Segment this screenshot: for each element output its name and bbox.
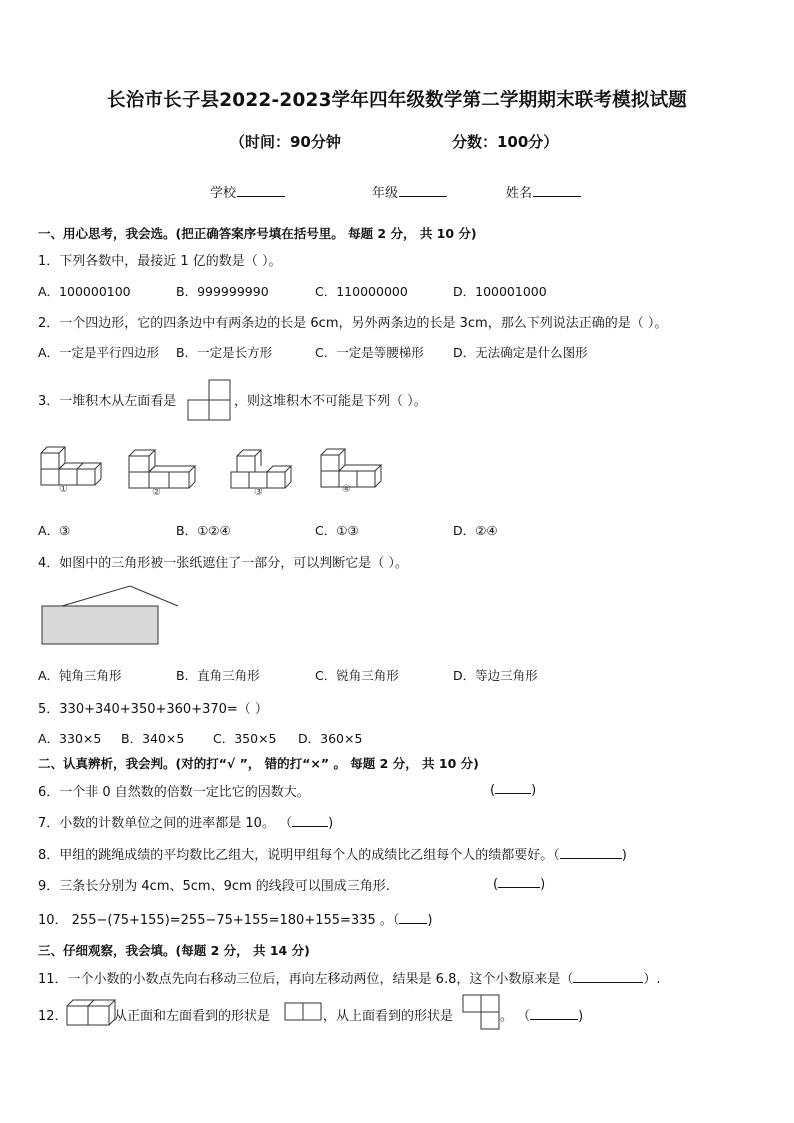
grade-blank[interactable]: [399, 184, 447, 197]
q10-text-body: 10． 255−(75+155)=255−75+155=180+155=335 。（: [38, 913, 400, 928]
q12-text-c: 。 （ ): [500, 1009, 584, 1024]
q6-answer-blank[interactable]: [495, 781, 531, 794]
page-title: 长治市长子县2022-2023学年四年级数学第二学期期末联考模拟试题: [107, 90, 687, 111]
q4-option-a[interactable]: A．钝角三角形: [38, 668, 122, 683]
q12-block-figure: [66, 998, 114, 1028]
q9-answer-blank[interactable]: [498, 875, 540, 888]
grade-field[interactable]: [372, 182, 447, 201]
q12-number: 12．: [38, 1009, 68, 1024]
q12-text-a: 从正面和左面看到的形状是: [114, 1009, 271, 1024]
q10-text: 10． 255−(75+155)=255−75+155=180+155=335 。（ ): [38, 913, 433, 928]
q3-option-a[interactable]: A．③: [38, 523, 71, 538]
q7-text: 7．小数的计数单位之间的进率都是 10。 （ ): [38, 816, 334, 831]
section1-heading: 一、用心思考，我会选。(把正确答案序号填在括号里。 每题 2 分， 共 10 分): [38, 226, 477, 241]
q2-option-d[interactable]: D．无法确定是什么图形: [453, 345, 588, 360]
q7-answer-blank[interactable]: [292, 814, 328, 827]
q6-answer[interactable]: ( ): [490, 783, 537, 798]
q3-figure-label-1: ①: [59, 484, 68, 495]
school-label: 学校: [210, 186, 237, 201]
q3-block-figure-1: [40, 443, 100, 487]
q5-option-c[interactable]: C．350×5: [213, 731, 277, 746]
q4-option-b[interactable]: B．直角三角形: [176, 668, 260, 683]
q3-option-b[interactable]: B．①②④: [176, 523, 231, 538]
q3-block-figure-4: [320, 445, 384, 489]
q4-text: 4．如图中的三角形被一张纸遮住了一部分，可以判断它是（ ）。: [38, 556, 408, 571]
q3-option-d[interactable]: D．②④: [453, 523, 498, 538]
section2-heading: 二、认真辨析，我会判。(对的打“√ ”， 错的打“×” 。 每题 2 分， 共 10 分): [38, 756, 479, 771]
q12-text-b: ，从上面看到的形状是: [323, 1009, 454, 1024]
q11-text-end: ）.: [643, 972, 661, 987]
q2-text: 2．一个四边形，它的四条边中有两条边的长是 6cm，另外两条边的长是 3cm，那么下列说法正确的是（ ）。: [38, 316, 668, 331]
exam-score: 分数：100分）: [452, 133, 559, 151]
q3-text-after: ，则这堆积木不可能是下列（ ）。: [234, 394, 427, 409]
q3-text-before: 3．一堆积木从左面看是: [38, 394, 177, 409]
q4-covered-triangle-figure: [40, 585, 162, 649]
name-label: 姓名: [506, 186, 533, 201]
q6-text: 6．一个非 0 自然数的倍数一定比它的因数大。: [38, 785, 310, 800]
q1-option-a[interactable]: A．100000100: [38, 284, 131, 299]
q8-answer-blank[interactable]: [560, 846, 622, 859]
grade-label: 年级: [372, 186, 399, 201]
q3-option-c[interactable]: C．①③: [315, 523, 359, 538]
section3-heading: 三、仔细观察，我会填。(每题 2 分， 共 14 分): [38, 943, 310, 958]
q5-text: 5．330+340+350+360+370=（ ）: [38, 702, 268, 717]
name-field[interactable]: [506, 182, 581, 201]
q12-text-c-body: 。 （: [500, 1009, 531, 1024]
q5-option-b[interactable]: B．340×5: [121, 731, 185, 746]
q1-text: 1．下列各数中，最接近 1 亿的数是（ ）。: [38, 254, 282, 269]
exam-time: （时间：90分钟: [230, 133, 341, 151]
q8-text-body: 8．甲组的跳绳成绩的平均数比乙组大，说明甲组每个人的成绩比乙组每个人的绩都要好。（: [38, 848, 560, 863]
q3-left-view-figure: [187, 379, 233, 421]
q3-block-figure-2: [128, 446, 198, 490]
q12-front-left-view-figure: [284, 1002, 322, 1022]
q3-block-figure-3: [230, 446, 294, 490]
q3-figure-label-2: ②: [152, 487, 161, 498]
q11-answer-blank[interactable]: [573, 970, 643, 983]
school-field[interactable]: [210, 182, 285, 201]
q10-answer-blank[interactable]: [399, 911, 427, 924]
q4-option-c[interactable]: C．锐角三角形: [315, 668, 399, 683]
q3-figure-label-4: ④: [342, 484, 351, 495]
q5-option-a[interactable]: A．330×5: [38, 731, 102, 746]
name-blank[interactable]: [533, 184, 581, 197]
q1-option-c[interactable]: C．110000000: [315, 284, 408, 299]
q11-text-body: 11．一个小数的小数点先向右移动三位后，再向左移动两位，结果是 6.8，这个小数原来是（: [38, 972, 574, 987]
q3-figure-label-3: ③: [254, 487, 263, 498]
q11-text: [38, 968, 661, 987]
q1-option-b[interactable]: B．999999990: [176, 284, 269, 299]
q9-text: 9．三条长分别为 4cm、5cm、9cm 的线段可以围成三角形.: [38, 879, 390, 894]
q1-option-d[interactable]: D．100001000: [453, 284, 547, 299]
q7-text-body: 7．小数的计数单位之间的进率都是 10。 （: [38, 816, 293, 831]
school-blank[interactable]: [237, 184, 285, 197]
q5-option-d[interactable]: D．360×5: [298, 731, 363, 746]
q4-option-d[interactable]: D．等边三角形: [453, 668, 538, 683]
q2-option-c[interactable]: C．一定是等腰梯形: [315, 345, 424, 360]
q2-option-a[interactable]: A．一定是平行四边形: [38, 345, 160, 360]
q8-text: 8．甲组的跳绳成绩的平均数比乙组大，说明甲组每个人的成绩比乙组每个人的绩都要好。（ ): [38, 848, 627, 863]
q9-answer[interactable]: ( ): [493, 877, 546, 892]
q2-option-b[interactable]: B．一定是长方形: [176, 345, 273, 360]
q12-top-view-figure: [462, 994, 500, 1030]
q12-answer-blank[interactable]: [530, 1007, 578, 1020]
